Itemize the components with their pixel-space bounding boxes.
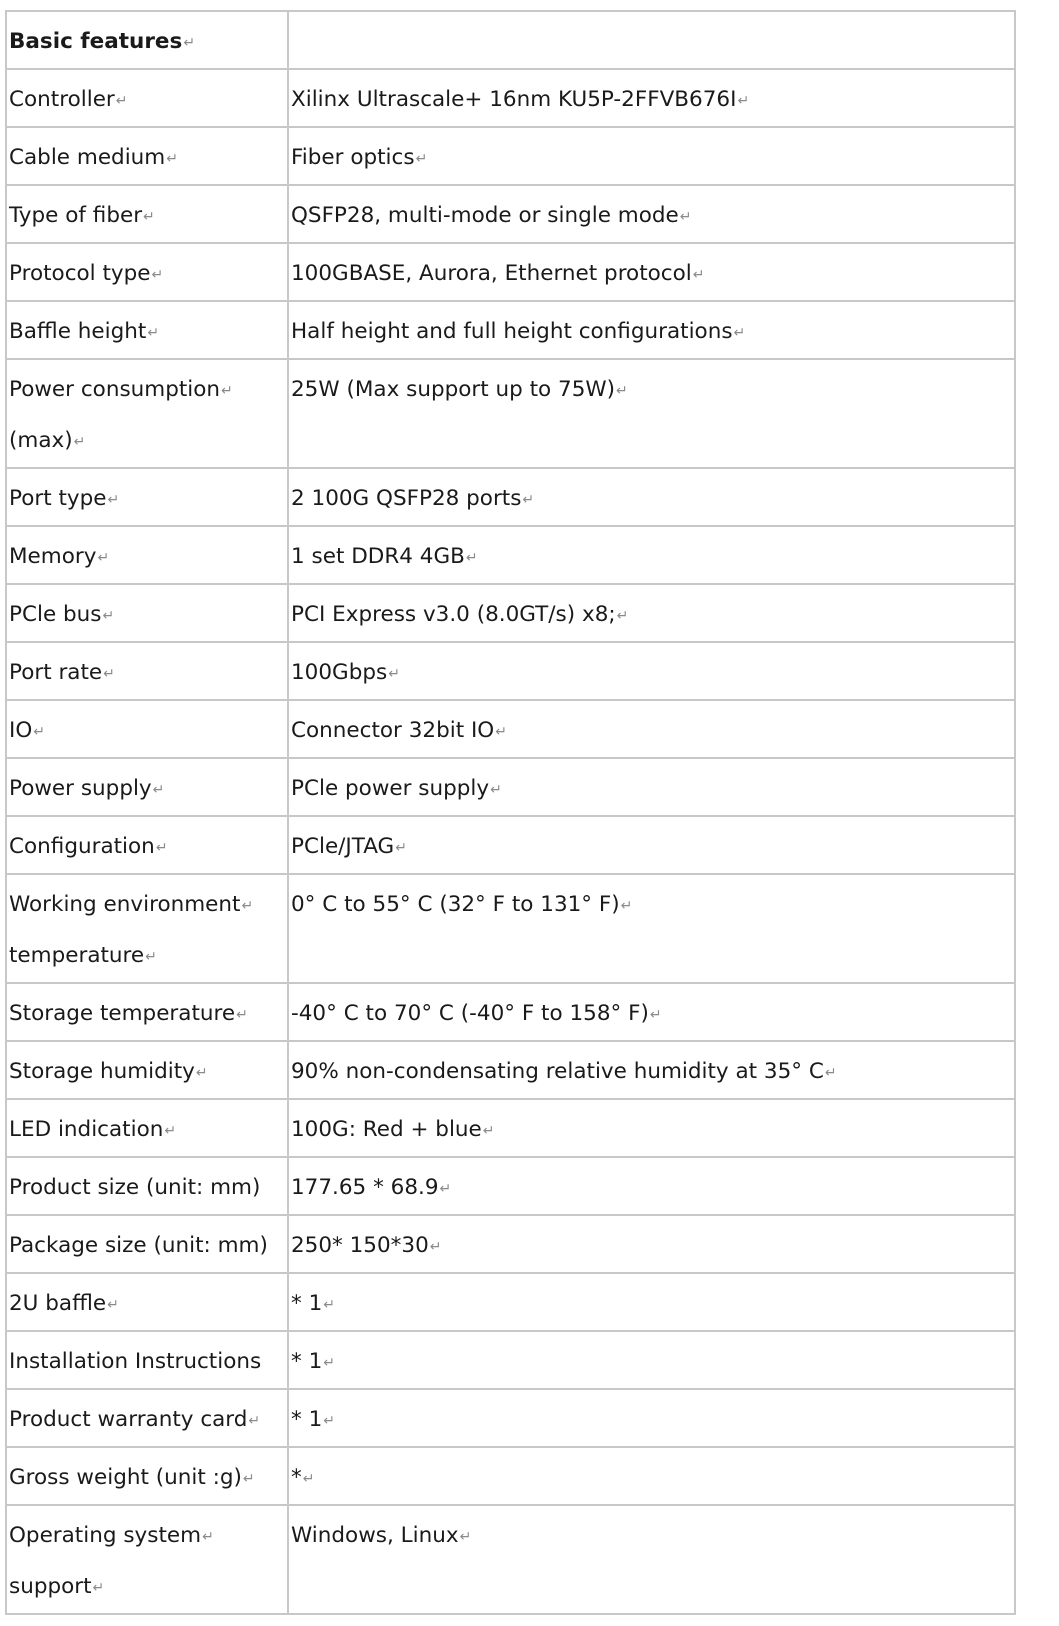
row-value-cell: 177.65 * 68.9↵ — [288, 1157, 1015, 1215]
row-value: * 1 — [291, 1349, 323, 1374]
row-value: 100Gbps — [291, 660, 388, 685]
row-value-cell: *↵ — [288, 1447, 1015, 1505]
row-label-cell: Operating system↵ support↵ — [6, 1505, 288, 1614]
row-value: Windows, Linux — [291, 1523, 459, 1548]
row-label-cell: Configuration↵ — [6, 816, 288, 874]
table-row — [6, 359, 1015, 468]
row-label-line2: support — [9, 1574, 92, 1599]
table-row — [6, 874, 1015, 983]
row-label: Cable medium — [9, 145, 166, 170]
row-label: Power supply — [9, 776, 152, 801]
row-label-line2: (max) — [9, 428, 73, 453]
row-value: 90% non-condensating relative humidity at 35° C — [291, 1059, 824, 1084]
table-row — [6, 301, 1015, 359]
row-label-cell — [6, 1157, 288, 1215]
spec-table — [5, 10, 1016, 1615]
row-value: 177.65 * 68.9 — [291, 1175, 439, 1200]
row-value: Half height and full height configurations — [291, 319, 733, 344]
row-value-cell: PCI Express v3.0 (8.0GT/s) x8;↵ — [288, 584, 1015, 642]
row-label: Controller — [9, 87, 115, 112]
row-value: Xilinx Ultrascale+ 16nm KU5P-2FFVB676I — [291, 87, 737, 112]
table-row — [6, 1157, 1015, 1215]
row-value: PCle power supply — [291, 776, 490, 801]
table-header-row — [6, 11, 1015, 69]
row-label: LED indication — [9, 1117, 164, 1142]
table-row — [6, 468, 1015, 526]
row-label: Product size (unit: mm) — [9, 1175, 261, 1200]
row-value: * 1 — [291, 1407, 323, 1432]
row-value-cell: 100G: Red + blue↵ — [288, 1099, 1015, 1157]
table-row — [6, 584, 1015, 642]
row-value: -40° C to 70° C (-40° F to 158° F) — [291, 1001, 649, 1026]
row-label: Product warranty card — [9, 1407, 248, 1432]
row-label: IO — [9, 718, 33, 743]
row-label: Port type — [9, 486, 107, 511]
row-label-line1: Working environment — [9, 892, 241, 917]
row-label: Package size (unit: mm) — [9, 1233, 268, 1258]
row-label: Memory — [9, 544, 97, 569]
row-value-cell: PCle power supply↵ — [288, 758, 1015, 816]
row-value-cell: 250* 150*30↵ — [288, 1215, 1015, 1273]
row-label: Configuration — [9, 834, 155, 859]
row-label-cell: 2U baffle↵ — [6, 1273, 288, 1331]
table-row — [6, 642, 1015, 700]
table-row — [6, 1505, 1015, 1614]
row-value-cell: Xilinx Ultrascale+ 16nm KU5P-2FFVB676I↵ — [288, 69, 1015, 127]
table-row — [6, 758, 1015, 816]
table-row — [6, 1389, 1015, 1447]
table-row — [6, 1331, 1015, 1389]
row-value: * — [291, 1465, 302, 1490]
row-value: Fiber optics — [291, 145, 415, 170]
row-label-cell: Baffle height↵ — [6, 301, 288, 359]
row-label: Port rate — [9, 660, 103, 685]
table-row — [6, 816, 1015, 874]
row-label-cell — [6, 1331, 288, 1389]
row-value: * 1 — [291, 1291, 323, 1316]
row-value-cell: Fiber optics↵ — [288, 127, 1015, 185]
row-label-cell: Type of fiber↵ — [6, 185, 288, 243]
row-label-cell: Storage temperature↵ — [6, 983, 288, 1041]
row-value-cell: Connector 32bit IO↵ — [288, 700, 1015, 758]
row-label-cell: Controller↵ — [6, 69, 288, 127]
row-value-cell: 0° C to 55° C (32° F to 131° F)↵ — [288, 874, 1015, 983]
table-row — [6, 1099, 1015, 1157]
table-row — [6, 983, 1015, 1041]
row-label-cell: Storage humidity↵ — [6, 1041, 288, 1099]
table-row — [6, 69, 1015, 127]
table-row — [6, 1447, 1015, 1505]
row-label-cell: IO↵ — [6, 700, 288, 758]
row-value: PCle/JTAG — [291, 834, 395, 859]
table-row — [6, 1041, 1015, 1099]
row-label: Baffle height — [9, 319, 147, 344]
row-value-cell: 90% non-condensating relative humidity at 35° C↵ — [288, 1041, 1015, 1099]
row-label: PCle bus — [9, 602, 102, 627]
row-label-line1: Power consumption — [9, 377, 221, 402]
row-label-cell: Protocol type↵ — [6, 243, 288, 301]
table-row — [6, 243, 1015, 301]
row-value-cell: 100GBASE, Aurora, Ethernet protocol↵ — [288, 243, 1015, 301]
row-value-cell: 1 set DDR4 4GB↵ — [288, 526, 1015, 584]
table-row — [6, 185, 1015, 243]
row-value: 250* 150*30 — [291, 1233, 429, 1258]
header-value-cell — [288, 11, 1015, 69]
table-row — [6, 1273, 1015, 1331]
row-label-line2: temperature — [9, 943, 145, 968]
table-row — [6, 1215, 1015, 1273]
header-label-cell: Basic features↵ — [6, 11, 288, 69]
row-label-cell: Port type↵ — [6, 468, 288, 526]
row-value-cell: PCle/JTAG↵ — [288, 816, 1015, 874]
row-value-cell: 25W (Max support up to 75W)↵ — [288, 359, 1015, 468]
row-label-cell: Gross weight (unit :g)↵ — [6, 1447, 288, 1505]
row-value-cell: 2 100G QSFP28 ports↵ — [288, 468, 1015, 526]
row-value: 1 set DDR4 4GB — [291, 544, 465, 569]
row-value: Connector 32bit IO — [291, 718, 495, 743]
row-label-cell: Memory↵ — [6, 526, 288, 584]
row-label-cell — [6, 1215, 288, 1273]
row-label-cell: LED indication↵ — [6, 1099, 288, 1157]
row-label: Gross weight (unit :g) — [9, 1465, 242, 1490]
row-value: 0° C to 55° C (32° F to 131° F) — [291, 892, 620, 917]
row-value-cell: * 1↵ — [288, 1389, 1015, 1447]
row-label: Storage temperature — [9, 1001, 236, 1026]
row-value-cell: Half height and full height configurations↵ — [288, 301, 1015, 359]
row-label-line1: Operating system — [9, 1523, 202, 1548]
row-label: Type of fiber — [9, 203, 143, 228]
table-row — [6, 700, 1015, 758]
header-label: Basic features — [9, 29, 183, 54]
row-label: Installation Instructions — [9, 1349, 262, 1374]
row-label-cell: Working environment↵ temperature↵ — [6, 874, 288, 983]
row-value-cell: QSFP28, multi-mode or single mode↵ — [288, 185, 1015, 243]
row-value-cell: * 1↵ — [288, 1273, 1015, 1331]
row-value: 100GBASE, Aurora, Ethernet protocol — [291, 261, 692, 286]
table-row — [6, 127, 1015, 185]
row-value-cell: 100Gbps↵ — [288, 642, 1015, 700]
row-value-cell: -40° C to 70° C (-40° F to 158° F)↵ — [288, 983, 1015, 1041]
row-label-cell: Power supply↵ — [6, 758, 288, 816]
row-label-cell: Port rate↵ — [6, 642, 288, 700]
row-value: 2 100G QSFP28 ports — [291, 486, 522, 511]
row-label: Storage humidity — [9, 1059, 195, 1084]
row-label: 2U baffle — [9, 1291, 107, 1316]
row-label-cell: Power consumption↵ (max)↵ — [6, 359, 288, 468]
table-row — [6, 526, 1015, 584]
row-value: PCI Express v3.0 (8.0GT/s) x8; — [291, 602, 616, 627]
row-value: 100G: Red + blue — [291, 1117, 482, 1142]
row-value: 25W (Max support up to 75W) — [291, 377, 616, 402]
row-value: QSFP28, multi-mode or single mode — [291, 203, 679, 228]
row-label-cell: Product warranty card↵ — [6, 1389, 288, 1447]
row-label-cell: Cable medium↵ — [6, 127, 288, 185]
row-label-cell: PCle bus↵ — [6, 584, 288, 642]
row-label: Protocol type — [9, 261, 151, 286]
row-value-cell: Windows, Linux↵ — [288, 1505, 1015, 1614]
row-value-cell: * 1↵ — [288, 1331, 1015, 1389]
